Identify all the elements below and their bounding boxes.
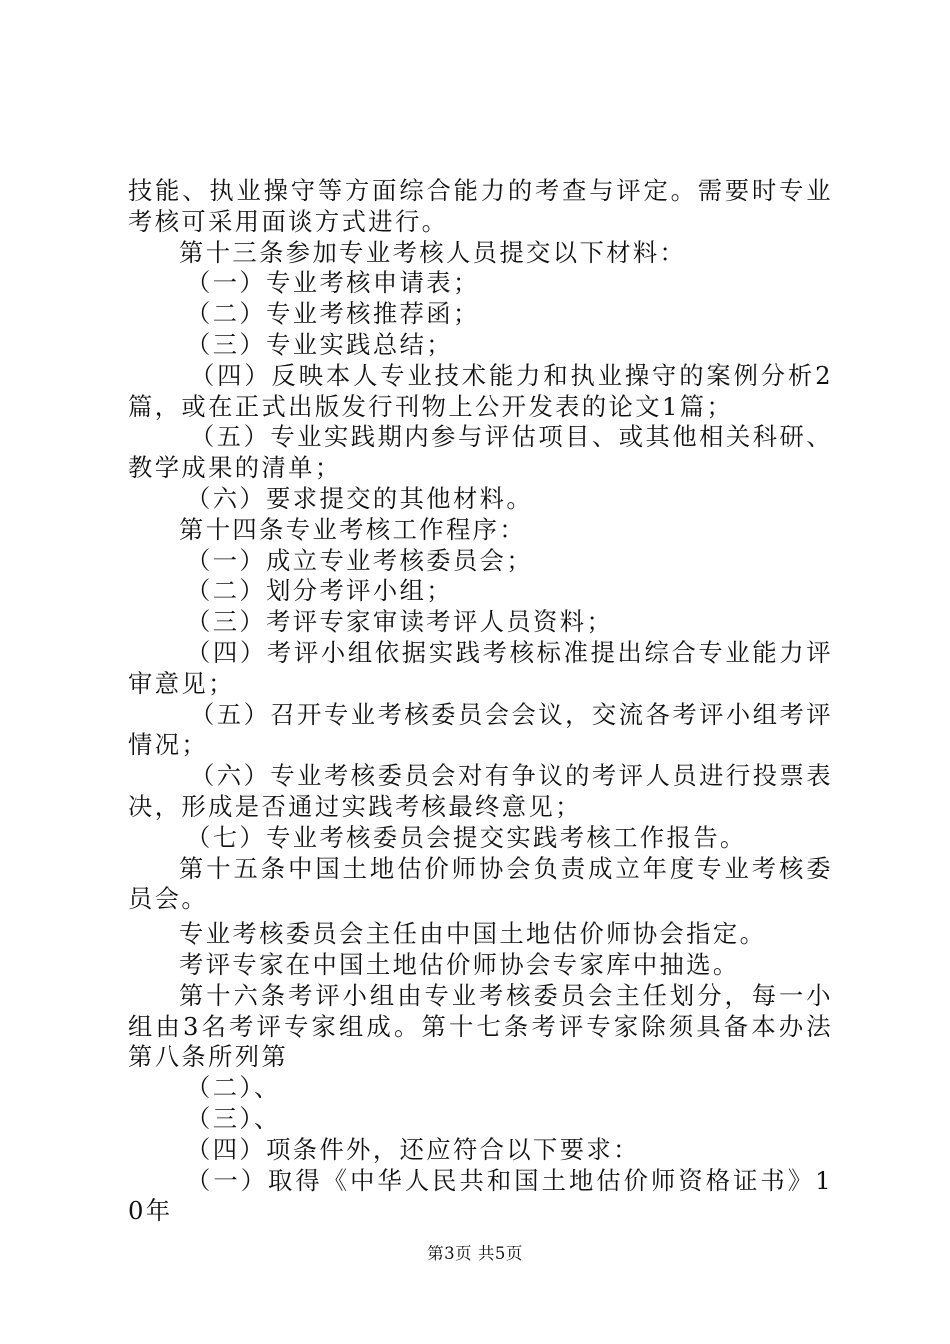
list-item-13-3: （三）专业实践总结； [186, 329, 453, 359]
paragraph-article-13: 第十三条参加专业考核人员提交以下材料： [179, 237, 687, 267]
paragraph-committee-director: 专业考核委员会主任由中国土地估价师协会指定。 [179, 919, 767, 949]
list-item-13-1: （一）专业考核申请表； [186, 268, 480, 298]
page-number-footer: 第3页 共5页 [427, 1244, 523, 1263]
list-item-req-1: （一）取得《中华人民共和国土地估价师资格证书》10年 [128, 1165, 833, 1226]
list-item-14-5: （五）召开专业考核委员会会议，交流各考评小组考评情况； [128, 699, 833, 760]
list-item-14-4: （四）考评小组依据实践考核标准提出综合专业能力评审意见； [128, 637, 833, 698]
paragraph-article-14: 第十四条专业考核工作程序： [179, 514, 527, 544]
list-item-14-3: （三）考评专家审读考评人员资料； [186, 607, 614, 637]
paragraph-article-16-17: 第十六条考评小组由专业考核委员会主任划分，每一小组由3名考评专家组成。第十七条考评专家除须具备本办法第八条所列第 [128, 980, 833, 1072]
list-item-14-7: （七）专业考核委员会提交实践考核工作报告。 [186, 822, 747, 852]
list-item-13-2: （二）专业考核推荐函； [186, 299, 480, 329]
list-item-13-4: （四）反映本人专业技术能力和执业操守的案例分析2篇，或在正式出版发行刊物上公开发表的论文1篇； [128, 360, 833, 421]
paragraph-expert-selection: 考评专家在中国土地估价师协会专家库中抽选。 [179, 949, 740, 979]
paragraph-article-15: 第十五条中国土地估价师协会负责成立年度专业考核委员会。 [128, 853, 833, 914]
document-body [128, 176, 833, 1227]
list-item-14-1: （一）成立专业考核委员会； [186, 545, 534, 575]
list-item-17-2: （二）、 [186, 1073, 281, 1103]
list-item-13-5: （五）专业实践期内参与评估项目、或其他相关科研、教学成果的清单； [128, 422, 833, 483]
paragraph-1: 技能、执业操守等方面综合能力的考查与评定。需要时专业考核可采用面谈方式进行。 [128, 176, 833, 236]
list-item-13-6: （六）要求提交的其他材料。 [186, 483, 534, 513]
list-item-17-4: （四）项条件外，还应符合以下要求： [186, 1134, 640, 1164]
list-item-17-3: （三）、 [186, 1103, 281, 1133]
list-item-14-2: （二）划分考评小组； [186, 576, 453, 606]
list-item-14-6: （六）专业考核委员会对有争议的考评人员进行投票表决，形成是否通过实践考核最终意见； [128, 761, 833, 821]
